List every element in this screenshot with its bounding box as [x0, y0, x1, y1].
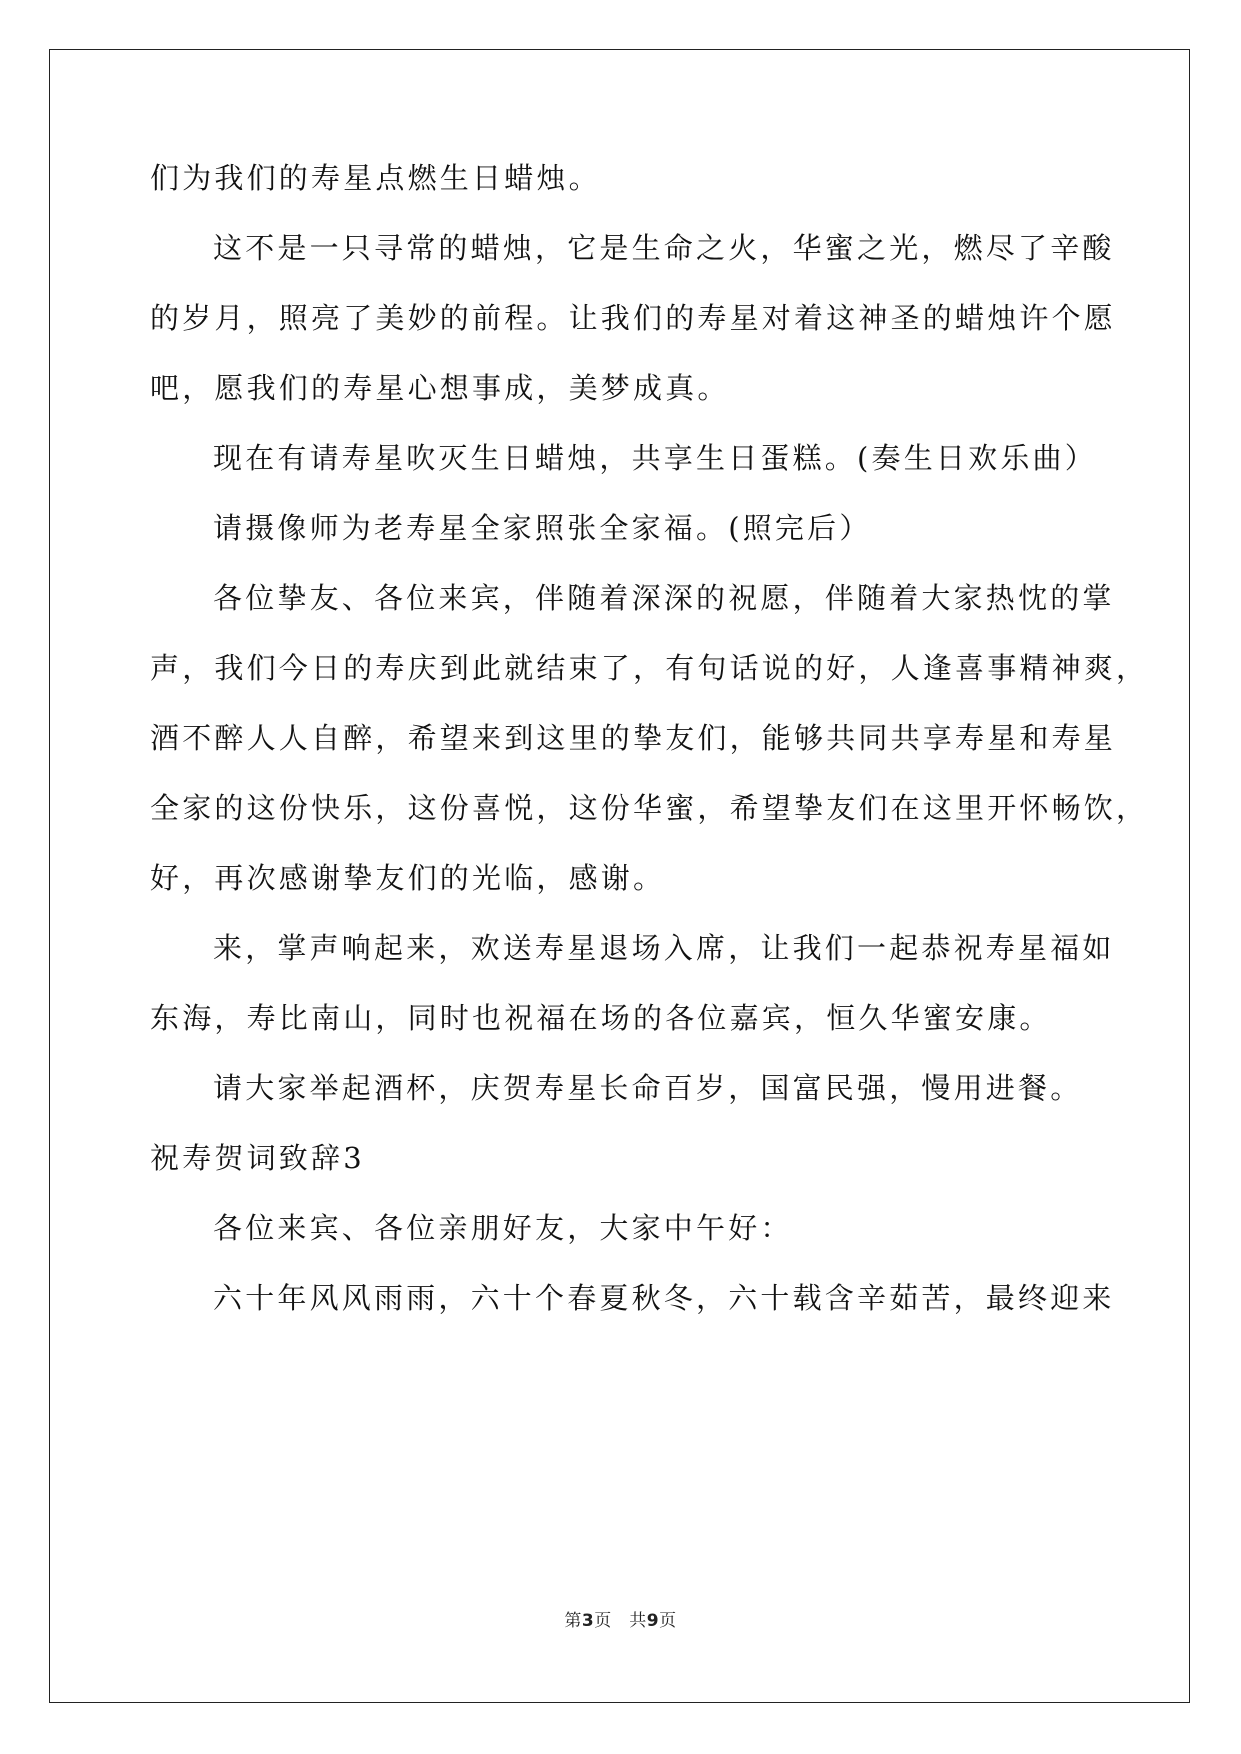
- paragraph-line: 各位来宾、各位亲朋好友，大家中午好：: [213, 1211, 793, 1245]
- paragraph-line: 请摄像师为老寿星全家照张全家福。(照完后）: [213, 511, 872, 545]
- page-label-suffix: 页: [659, 1611, 677, 1631]
- paragraph-line: 好，再次感谢挚友们的光临，感谢。: [150, 861, 666, 895]
- paragraph-line: 全家的这份快乐，这份喜悦，这份华蜜，希望挚友们在这里开怀畅饮，: [150, 791, 1149, 825]
- paragraph-line: 的岁月，照亮了美妙的前程。让我们的寿星对着这神圣的蜡烛许个愿: [150, 301, 1117, 335]
- page-label-mid: 页 共: [594, 1611, 647, 1631]
- section-heading: 祝寿贺词致辞3: [150, 1141, 365, 1175]
- paragraph-line: 六十年风风雨雨，六十个春夏秋冬，六十载含辛茹苦，最终迎来: [213, 1281, 1115, 1315]
- paragraph-line: 声，我们今日的寿庆到此就结束了，有句话说的好，人逢喜事精神爽，: [150, 651, 1149, 685]
- paragraph-line: 吧，愿我们的寿星心想事成，美梦成真。: [150, 371, 730, 405]
- paragraph-line: 现在有请寿星吹灭生日蜡烛，共享生日蛋糕。(奏生日欢乐曲）: [213, 441, 1097, 475]
- paragraph-line: 东海，寿比南山，同时也祝福在场的各位嘉宾，恒久华蜜安康。: [150, 1001, 1052, 1035]
- paragraph-line: 请大家举起酒杯，庆贺寿星长命百岁，国富民强，慢用进餐。: [213, 1071, 1083, 1105]
- paragraph-line: 酒不醉人人自醉，希望来到这里的挚友们，能够共同共享寿星和寿星: [150, 721, 1117, 755]
- page-footer: [0, 1606, 1241, 1631]
- page-label-prefix: 第: [564, 1611, 582, 1631]
- paragraph-line: 这不是一只寻常的蜡烛，它是生命之火，华蜜之光，燃尽了辛酸: [213, 231, 1115, 265]
- current-page-number: 3: [581, 1611, 595, 1631]
- paragraph-line: 各位挚友、各位来宾，伴随着深深的祝愿，伴随着大家热忱的掌: [213, 581, 1115, 615]
- paragraph-line: 们为我们的寿星点燃生日蜡烛。: [150, 161, 601, 195]
- total-page-number: 9: [646, 1611, 660, 1631]
- paragraph-line: 来，掌声响起来，欢送寿星退场入席，让我们一起恭祝寿星福如: [213, 931, 1115, 965]
